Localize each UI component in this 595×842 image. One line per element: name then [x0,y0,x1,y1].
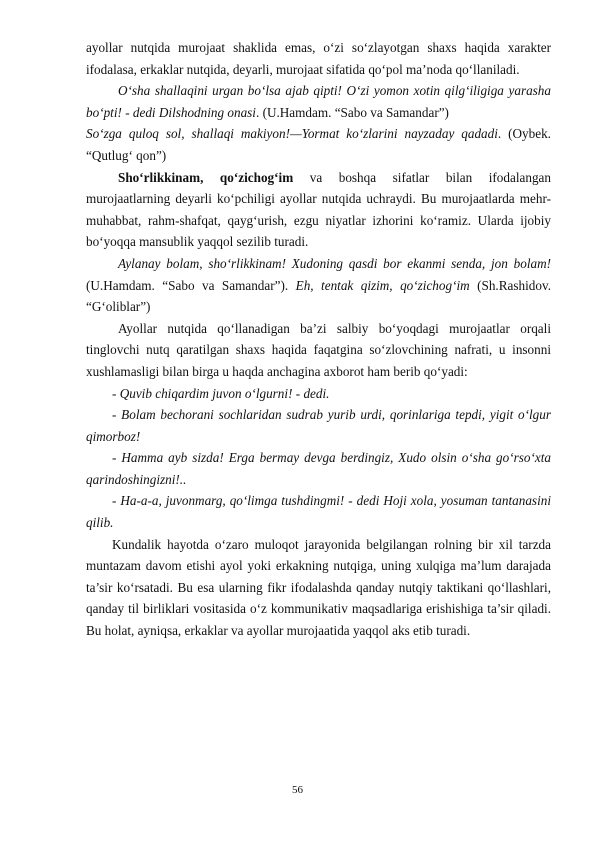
paragraph-4: Kundalik hayotda o‘zaro muloqot jarayonida belgilangan rolning bir xil tarzda muntazam davom etishi ayol yoki erkakning nutqiga, uning xulqiga ma’lum darajada ta’sir ko‘rsatadi. Bu esa ularning fikr ifodalashda qanday nutqiy taktikani qo‘llashlari, qanday til birliklari vositasida o‘z kommunikativ maqsadlariga erishishiga ta’sir qiladi. Bu holat, ayniqsa, erkaklar va ayollar murojaatida yaqqol aks etib turadi. [86,536,551,639]
paragraph-3: Ayollar nutqida qo‘llanadigan ba’zi salbiy bo‘yoqdagi murojaatlar orqali tinglovchi nutq qaratilgan shaxs haqida faqatgina so‘zlovchining nafrati, u insonni xushlamasligi bilan birga u haqda anchagina axborot ham berib qo‘yadi: [86,320,551,379]
list-item [86,490,551,533]
example-3 [86,253,551,318]
list-item [86,447,551,490]
example-4-quote: Eh, tentak qizim, qo‘zichog‘im [288,277,470,293]
list-dash: - [112,385,117,401]
example-2-source: . (Oybek. “Qutlug‘ qon”) [86,126,551,163]
example-1-quote: O‘sha shallaqini urgan bo‘lsa ajab qipti! O‘zi yomon xotin qilg‘iligiga yarasha bo‘pti! - dedi Dilshodning onasi [86,83,551,120]
paragraph-1: ayollar nutqida murojaat shaklida emas, o‘zi so‘zlayotgan shaxs haqida xarakter ifodalasa, erkaklar nutqida, deyarli, murojaat sifatida qo‘pol ma’noda qo‘llaniladi. [86,40,551,77]
paragraph-2 [86,167,551,253]
page-number: 56 [292,784,303,796]
list-item-text: Hamma ayb sizda! Erga bermay devga berdingiz, Xudo olsin o‘sha go‘rso‘xta qarindoshingizni!.. [86,450,551,487]
paragraph-2-text: va boshqa sifatlar bilan ifodalangan murojaatlarning deyarli ko‘pchiligi ayollar nutqida uchraydi. Bu murojaatlarda mehr-muhabbat, rahm-shafqat, qayg‘urish, ezgu niyatlar izhorini ko‘ramiz. Ularda ijobiy bo‘yoqqa mansublik yaqqol sezilib turadi. [86,169,551,250]
list-dash: - [112,450,117,466]
example-1-source: . (U.Hamdam. “Sabo va Samandar”) [255,104,449,120]
list-item [86,383,551,405]
example-1 [86,80,551,123]
example-3-source: (U.Hamdam. “Sabo va Samandar”). [86,277,289,293]
example-2-quote: So‘zga quloq sol, shallaqi makiyon!—Yormat ko‘zlarini nayzaday qadadi [86,126,498,142]
list-item [86,404,551,447]
document-body [86,37,551,642]
paragraph-2-term: Sho‘rlikkinam, qo‘zichog‘im [118,169,294,185]
list-item-text: Quvib chiqardim juvon o‘lgurni! - dedi. [119,385,330,401]
list-item-text: Bolam bechorani sochlaridan sudrab yurib urdi, qorinlariga tepdi, yigit o‘lgur qimorboz! [86,407,552,444]
list-dash: - [112,407,117,423]
example-4-source: (Sh.Rashidov. “G‘oliblar”) [86,277,551,315]
list-dash: - [112,493,117,509]
list-item-text: Ha-a-a, juvonmarg, qo‘limga tushdingmi! - dedi Hoji xola, yosuman tantanasini qilib. [86,493,551,531]
example-2 [86,123,551,166]
example-3-quote: Aylanay bolam, sho‘rlikkinam! Xudoning qasdi bor ekanmi senda, jon bolam! [118,255,551,271]
